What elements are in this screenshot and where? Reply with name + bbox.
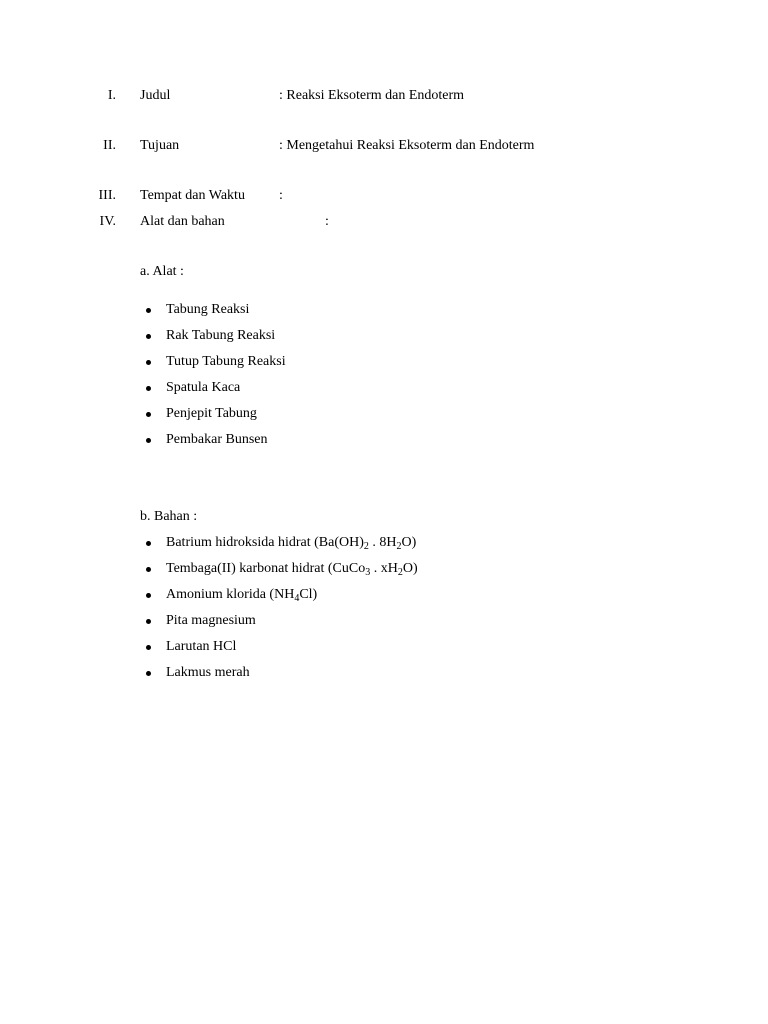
section-label: Tujuan	[140, 138, 180, 153]
section-tempat-waktu	[0, 188, 768, 208]
bullet-icon	[146, 386, 151, 391]
bullet-icon	[146, 308, 151, 313]
section-label: Judul	[140, 88, 171, 103]
list-item-text: Tutup Tabung Reaksi	[166, 354, 286, 369]
bullet-icon	[146, 567, 151, 572]
list-item	[0, 328, 600, 348]
list-item-text: Lakmus merah	[166, 665, 250, 680]
list-item-text	[166, 561, 418, 577]
list-item	[0, 380, 600, 400]
bullet-icon	[146, 619, 151, 624]
list-item	[0, 406, 600, 426]
formula-text: Batrium hidroksida hidrat (Ba(OH)	[166, 535, 364, 550]
bullet-icon	[146, 360, 151, 365]
list-item	[0, 613, 600, 633]
section-label: Alat dan bahan	[140, 214, 225, 229]
list-item-text: Penjepit Tabung	[166, 406, 257, 421]
section-number: III.	[98, 188, 116, 203]
list-item-text: Rak Tabung Reaksi	[166, 328, 276, 343]
formula-subscript: 3	[365, 567, 371, 578]
bullet-icon	[146, 438, 151, 443]
formula-text: . 8H	[368, 535, 397, 550]
formula-subscript: 4	[294, 593, 300, 604]
list-item	[0, 432, 600, 452]
bullet-icon	[146, 541, 151, 546]
alat-heading: a. Alat :	[140, 264, 184, 279]
bullet-icon	[146, 412, 151, 417]
list-item-text	[166, 535, 416, 551]
formula-text: Amonium klorida (NH	[166, 587, 295, 602]
section-value: :	[279, 188, 283, 203]
section-number: IV.	[99, 214, 116, 229]
bullet-icon	[146, 593, 151, 598]
section-alat-bahan	[0, 214, 768, 234]
section-number: II.	[103, 138, 116, 153]
list-item-text: Tabung Reaksi	[166, 302, 250, 317]
list-item-text: Pita magnesium	[166, 613, 256, 628]
formula-text: Cl)	[299, 587, 318, 602]
section-tujuan	[0, 138, 768, 158]
formula-text: Tembaga(II) karbonat hidrat (CuCo	[166, 561, 366, 576]
list-item	[0, 665, 600, 685]
section-label: Tempat dan Waktu	[140, 188, 245, 203]
formula-subscript: 2	[397, 567, 403, 578]
list-item	[0, 561, 600, 581]
list-item	[0, 587, 600, 607]
list-item-text: Larutan HCl	[166, 639, 237, 654]
list-item	[0, 302, 600, 322]
bullet-icon	[146, 671, 151, 676]
bahan-heading: b. Bahan :	[140, 509, 198, 524]
bullet-icon	[146, 645, 151, 650]
list-item-text: Spatula Kaca	[166, 380, 241, 395]
formula-text: O)	[402, 561, 418, 576]
list-item	[0, 354, 600, 374]
formula-text: O)	[401, 535, 417, 550]
bullet-icon	[146, 334, 151, 339]
list-item-text: Pembakar Bunsen	[166, 432, 268, 447]
section-value: : Reaksi Eksoterm dan Endoterm	[279, 88, 465, 103]
section-number: I.	[107, 88, 116, 103]
formula-subscript: 2	[396, 541, 402, 552]
formula-text: . xH	[370, 561, 398, 576]
formula-subscript: 2	[363, 541, 369, 552]
list-item	[0, 535, 600, 555]
section-value: : Mengetahui Reaksi Eksoterm dan Endoterm	[279, 138, 535, 153]
section-value: :	[325, 214, 329, 229]
list-item	[0, 639, 600, 659]
list-item-text	[166, 587, 317, 603]
section-judul	[0, 88, 768, 108]
